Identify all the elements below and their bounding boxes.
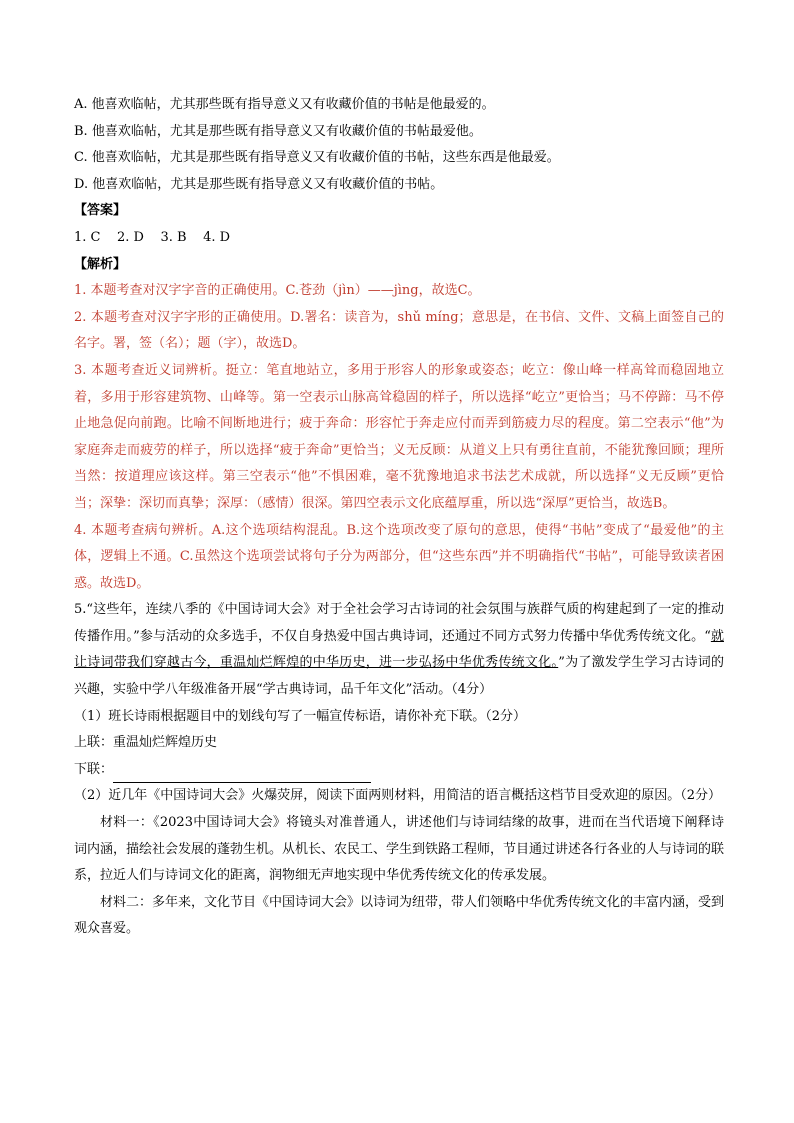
analysis-4-a: 4. 本题考查病句辨析。A.这个选项结构混乱。B.这个选项改变了原句的意思，使得 (74, 522, 562, 538)
analysis-4-d: “最爱他” (643, 522, 698, 538)
analysis-2: 2. 本题考查对汉字字形的正确使用。D.署名：读音为，shǔ míng；意思是，在书信、文件、文稿上面签自己的名字。署，签（名）；题（字），故选D。 (74, 309, 724, 352)
analysis-1: 1. 本题考查对汉字字音的正确使用。C.苍劲（jìn）——jìng，故选C。 (74, 283, 481, 299)
question-5-intro (74, 597, 724, 703)
option-b: B. 他喜欢临帖，尤其是那些既有指导意义又有收藏价值的书帖最爱他。 (74, 123, 482, 139)
lower-couplet-label: 下联： (74, 761, 114, 777)
lower-couplet (74, 757, 724, 784)
answer-heading: 【答案】 (74, 203, 127, 219)
analysis-4-b: “书帖” (561, 522, 603, 538)
analysis-heading: 【解析】 (74, 256, 127, 272)
option-d: D. 他喜欢临帖，尤其是那些既有指导意义又有收藏价值的书帖。 (74, 176, 444, 192)
sub-question-1: （1）班长诗雨根据题目中的划线句写了一幅宣传标语，请你补充下联。（2分） (74, 708, 527, 724)
analysis-4 (74, 518, 724, 598)
document-page (74, 92, 724, 943)
q5-underlined-sentence: 就让诗词带我们穿越古今，重温灿烂辉煌的中华历史，进一步弘扬中华优秀传统文化。 (74, 628, 724, 671)
analysis-4-c: 变成了 (602, 522, 644, 538)
material-2: 材料二：多年来，文化节目《中国诗词大会》以诗词为纽带，带人们领略中华优秀传统文化的丰富内涵，受到观众喜爱。 (74, 894, 725, 937)
q5-intro-a: 5.“这些年，连续八季的《中国诗词大会》对于全社会学习古诗词的社会氛围与族群气质的构建起到了一定的推动传播作用。”参与活动的众多选手，不仅自身热爱中国古典诗词，还通过不同方式努力传播中华优秀传统文化。“ (74, 602, 724, 644)
option-c: C. 他喜欢临帖，尤其是那些既有指导意义又有收藏价值的书帖，这些东西是他最爱。 (74, 150, 560, 166)
analysis-3: 3. 本题考查近义词辨析。挺立：笔直地站立，多用于形容人的形象或姿态；屹立：像山峰一样高耸而稳固地立着，多用于形容建筑物、山峰等。第一空表示山脉高耸稳固的样子，所以选择“屹立”更恰当；马不停蹄：马不停止地急促向前跑。比喻不间断地进行；疲于奔命：形容忙于奔走应付而弄到筋疲力尽的程度。第二空表示“他”为家庭奔走而疲劳的样子，所以选择“疲于奔命”更恰当；义无反顾：从道义上只有勇往直前，不能犹豫回顾；理所当然：按道理应该这样。第三空表示“他”不惧困难，毫不犹豫地追求书法艺术成就，所以选择“义无反顾”更恰当；深挚：深切而真挚；深厚：（感情）很深。第四空表示文化底蕴厚重，所以选“深厚”更恰当，故选B。 (74, 362, 724, 511)
answers-line: 1. C 2. D 3. B 4. D (74, 229, 231, 245)
answer-blank[interactable] (113, 768, 371, 783)
analysis-4-e: 的主体，逻辑上不通。C.虽然这个选项尝试将句子分为两部分，但“这些东西”并不明确指代“书帖”，可能导致读者困惑。故选D。 (74, 522, 724, 591)
option-a: A. 他喜欢临帖，尤其那些既有指导意义又有收藏价值的书帖是他最爱的。 (74, 97, 495, 112)
upper-couplet: 上联：重温灿烂辉煌历史 (74, 735, 218, 751)
q5-intro-b: ”为了激发学生学习古诗词的兴趣，实验中学八年级准备开展“学古典诗词，品千年文化”活动。（4分） (74, 655, 724, 698)
sub-question-2: （2）近几年《中国诗词大会》火爆荧屏，阅读下面两则材料，用简洁的语言概括这档节目受欢迎的原因。（2分） (74, 788, 722, 804)
material-1: 材料一：《2023中国诗词大会》将镜头对准普通人，讲述他们与诗词结缘的故事，进而在当代语境下阐释诗词内涵，描绘社会发展的蓬勃生机。从机长、农民工、学生到铁路工程师，节目通过讲述各行各业的人与诗词的联系，拉近人们与诗词文化的距离，润物细无声地实现中华优秀传统文化的传承发展。 (74, 815, 725, 884)
